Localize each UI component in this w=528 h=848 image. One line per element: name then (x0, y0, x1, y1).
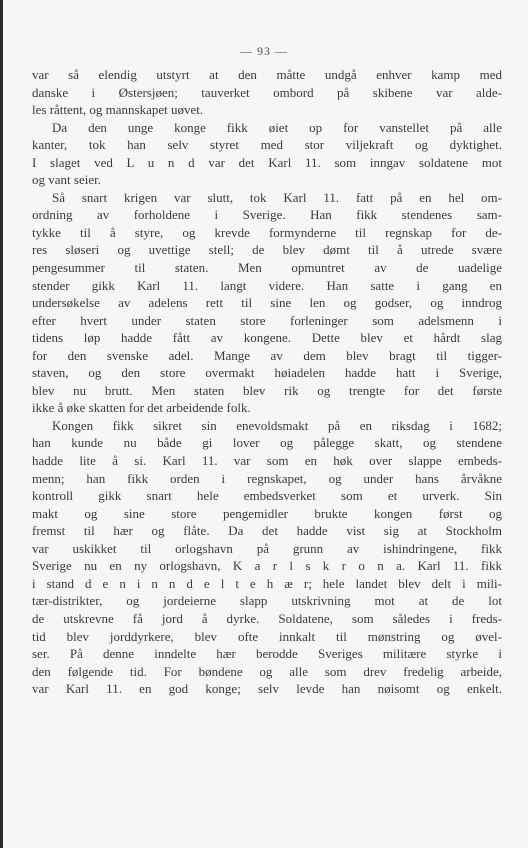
text-line: staven, og den store overmakt høiadelen hadde hatt i Sverige, (32, 365, 502, 381)
text-line: han kunde nu både gi lover og pålegge skatt, og stendene (32, 435, 502, 451)
text-line: ser. På denne inndelte hær berodde Sveriges militære styrke i (32, 646, 502, 662)
text-line: danske i Østersjøen; tauverket ombord på skibene var alde- (32, 84, 502, 100)
text-line: kontroll gikk snart hele embedsverket som et urverk. Sin (32, 488, 502, 504)
text-line: var uskikket til orlogshavn på grunn av ishindringene, fikk (32, 540, 502, 556)
text-line: stender gikk Karl 11. langt videre. Han satte i gang en (32, 277, 502, 293)
text-line: Kongen fikk sikret sin enevoldsmakt på en riksdag i 1682; (52, 417, 502, 433)
text-line: ordning av forholdene i Sverige. Han fikk stendenes sam- (32, 207, 502, 223)
text-line: fremst til hær og flåte. Da det hadde vist sig at Stockholm (32, 523, 502, 539)
body-text (32, 66, 502, 698)
text-line: var Karl 11. en god konge; selv levde han nøisomt og enkelt. (32, 681, 502, 697)
text-line: menn; han fikk orden i regnskapet, og under hans årvåkne (32, 470, 502, 486)
text-line: tidens løp hadde fått av kongene. Dette blev et hårdt slag (32, 330, 502, 346)
page-number: — 93 — (240, 44, 288, 58)
text-line: og vant seier. (32, 172, 101, 188)
text-line: makt og sine store pengemidler brukte kongen først og (32, 505, 502, 521)
text-line: les råttent, og mannskapet uøvet. (32, 102, 204, 118)
text-line: I slaget ved L u n d var det Karl 11. som inngav soldatene mot (32, 154, 502, 170)
text-line: Så snart krigen var slutt, tok Karl 11. fatt på en hel om- (52, 189, 502, 205)
text-line: de utskrevne få jord å dyrke. Soldatene, som således i freds- (32, 610, 502, 626)
text-line: kanter, tok han selv styret med stor viljekraft og dyktighet. (32, 137, 502, 153)
text-line: den følgende tid. For bøndene og alle som drev fredelig arbeide, (32, 663, 502, 679)
text-line: efter hvert under staten store forleninger som adelsmenn i (32, 312, 502, 328)
text-line: tykke til å styre, og krevde formynderne til regnskap for de- (32, 224, 502, 240)
text-line: i stand d e n i n n d e l t e h æ r; hele landet blev delt i mili- (32, 575, 502, 591)
text-line: var så elendig utstyrt at den måtte undgå enhver kamp med (32, 67, 502, 82)
text-line: blev nu brutt. Men staten blev rik og trengte for det første (32, 382, 502, 398)
text-line: undersøkelse av adelens rett til sine len og godser, og inndrog (32, 295, 502, 311)
text-line: pengesummer til staten. Men opmuntret av de uadelige (32, 260, 502, 276)
text-line: ikke å øke skatten for det arbeidende folk. (32, 400, 251, 416)
text-line: tær-distrikter, og jordeierne slapp utskrivning mot at de lot (32, 593, 502, 609)
text-line: tid blev jorddyrkere, blev ofte innkalt til mønstring og øvel- (32, 628, 502, 644)
text-line: for den svenske adel. Mange av dem blev bragt til tigger- (32, 347, 502, 363)
page-edge-shadow (0, 0, 3, 848)
text-line: Da den unge konge fikk øiet op for vanstellet på alle (52, 119, 502, 135)
text-line: Sverige nu en ny orlogshavn, K a r l s k r o n a. Karl 11. fikk (32, 558, 502, 574)
text-line: hadde lite å si. Karl 11. var som en høk over slappe embeds- (32, 453, 502, 469)
text-line: res sløseri og uvettige stell; de blev dømt til å utrede svære (32, 242, 502, 258)
